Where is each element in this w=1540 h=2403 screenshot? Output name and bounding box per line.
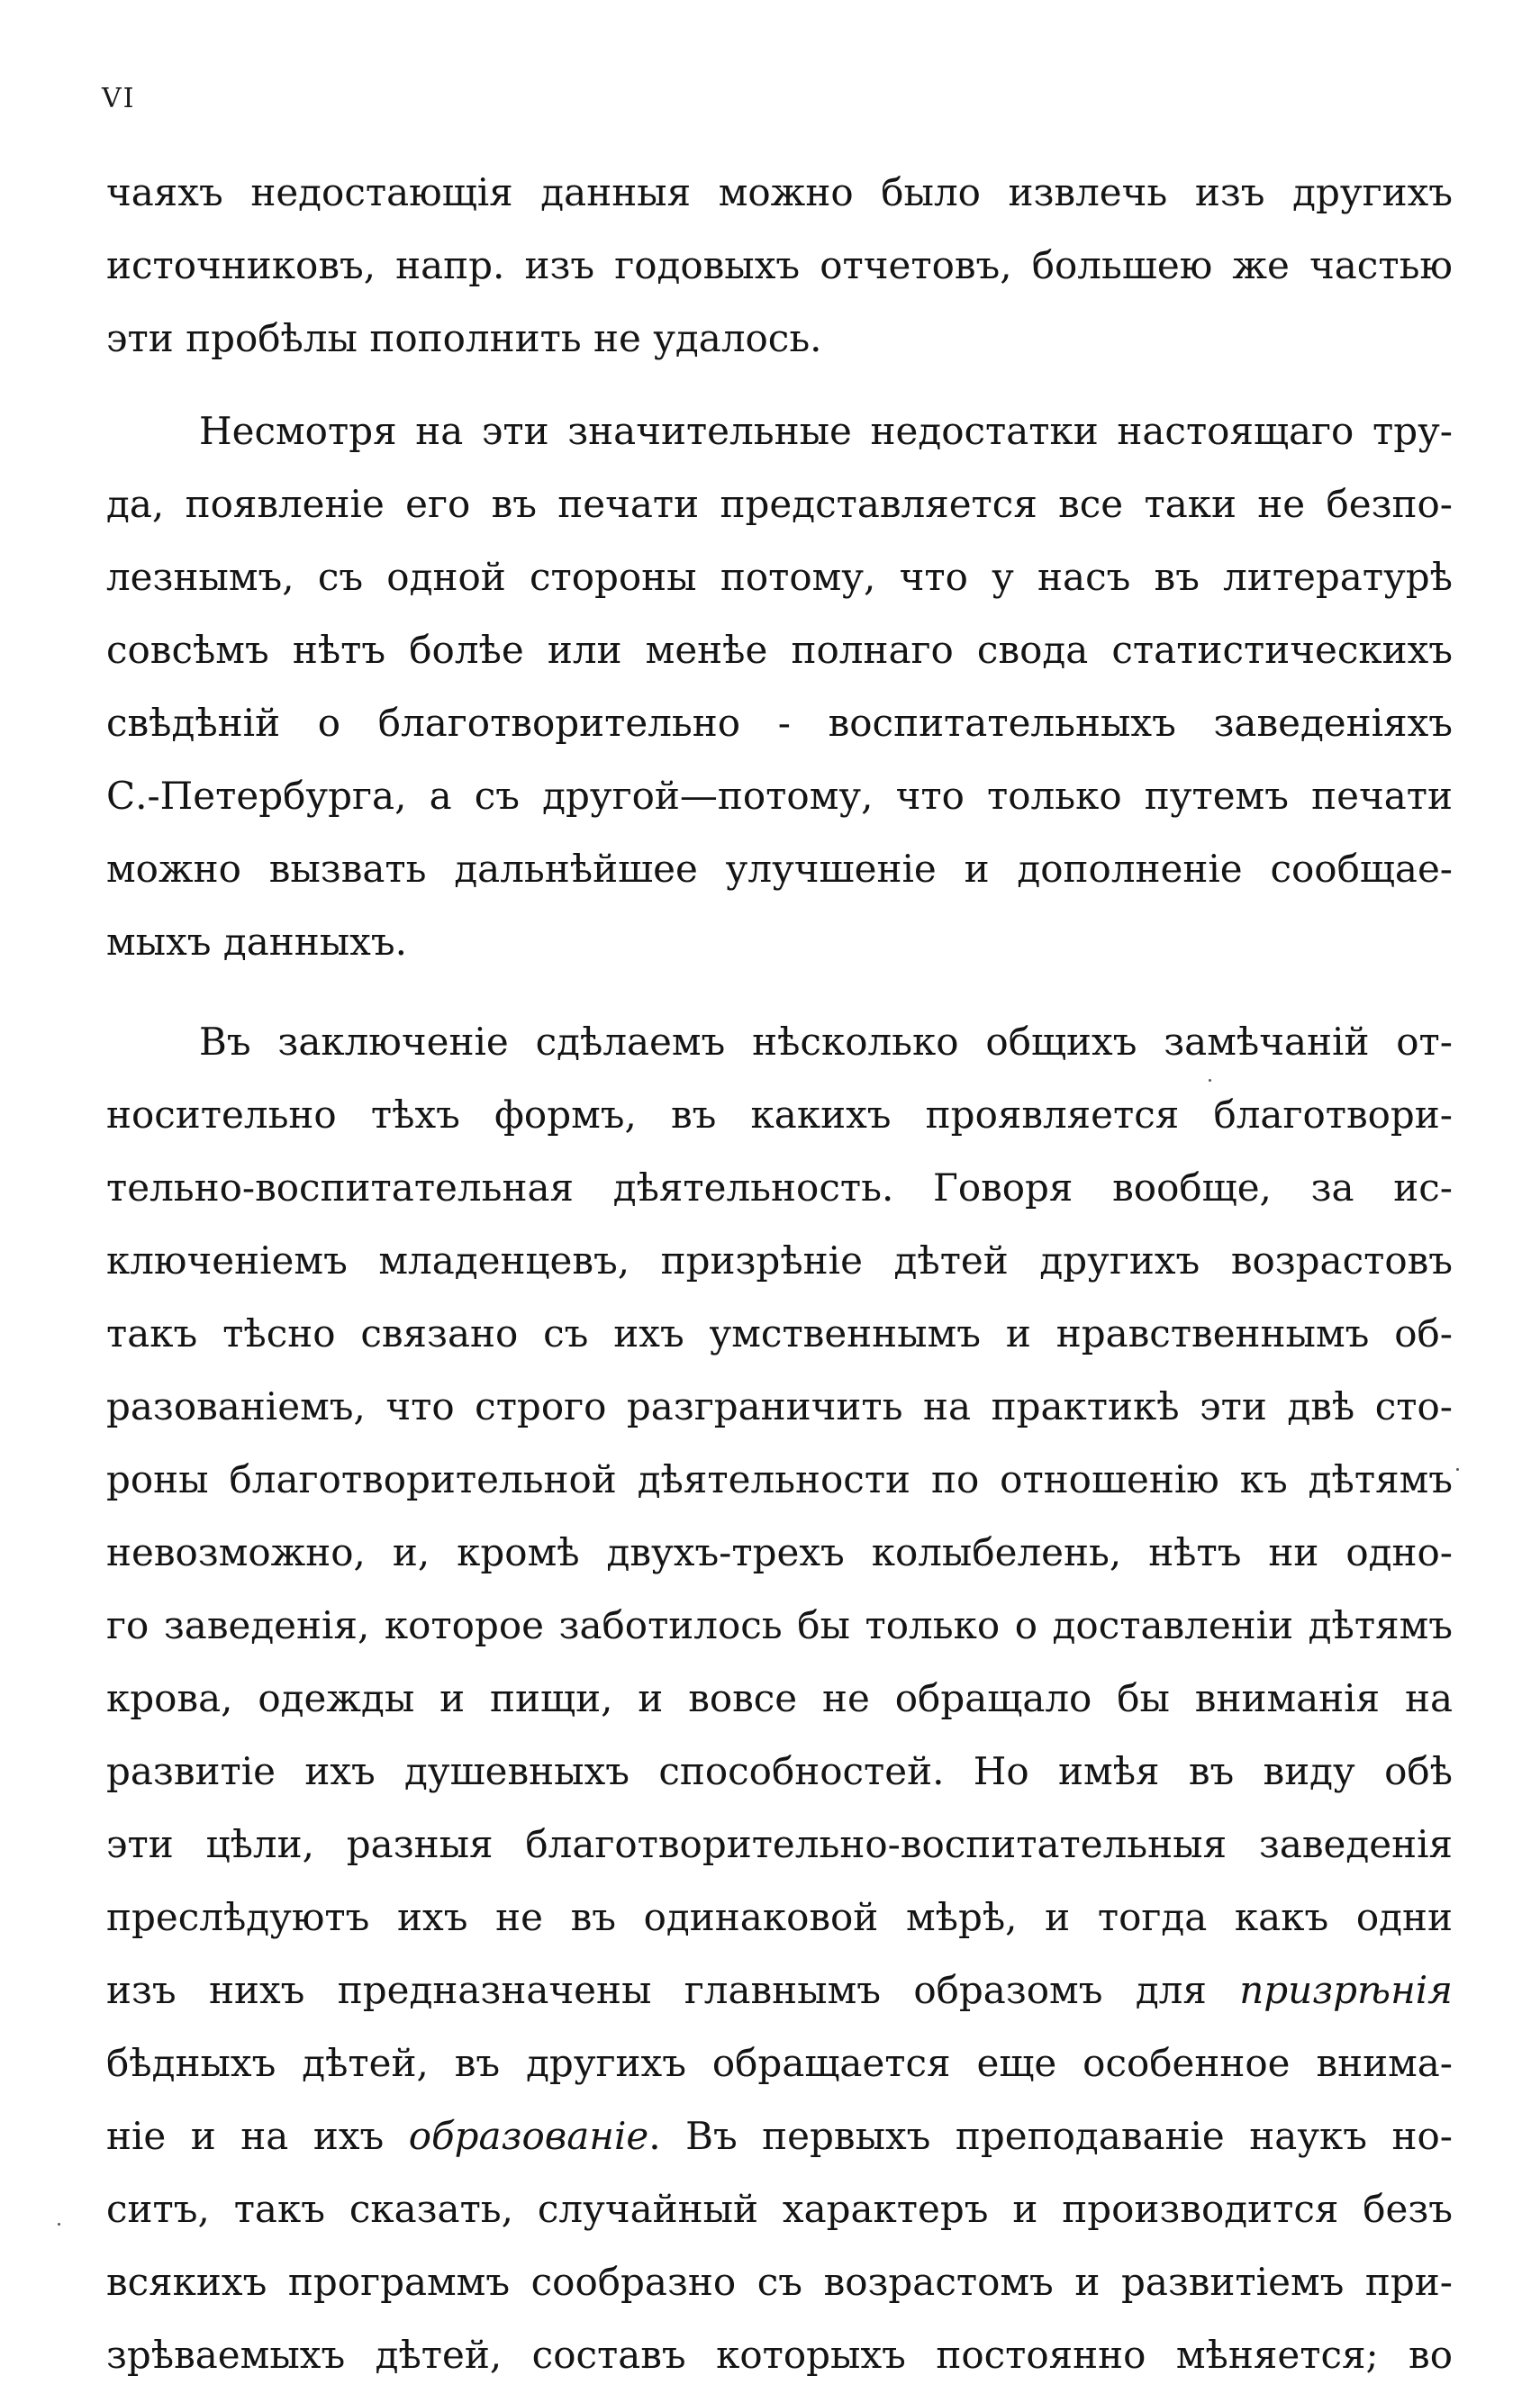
text-line: носительно тѣхъ формъ, въ какихъ проявляется благотвори- xyxy=(106,1093,1453,1137)
text-line: С.-Петербурга, а съ другой—потому, что только путемъ печати xyxy=(106,774,1453,818)
text-line: можно вызвать дальнѣйшее улучшеніе и дополненіе сообщае- xyxy=(106,847,1453,891)
scan-speck xyxy=(58,2223,60,2226)
text-line: ключеніемъ младенцевъ, призрѣніе дѣтей другихъ возрастовъ xyxy=(106,1238,1453,1283)
text-line: развитіе ихъ душевныхъ способностей. Но имѣя въ виду обѣ xyxy=(106,1749,1453,1793)
text-segment: изъ нихъ предназначены главнымъ образомъ для xyxy=(106,1968,1240,2012)
text-line: ситъ, такъ сказать, случайный характеръ и производится безъ xyxy=(106,2187,1453,2231)
text-line: да, появленіе его въ печати представляется все таки не безпо- xyxy=(106,482,1453,526)
text-line: тельно-воспитательная дѣятельность. Говоря вообще, за ис- xyxy=(106,1165,1453,1210)
text-line: эти цѣли, разныя благотворительно-воспитательныя заведенія xyxy=(106,1822,1453,1866)
text-line: разованіемъ, что строго разграничить на практикѣ эти двѣ сто- xyxy=(106,1384,1453,1428)
text-line: мыхъ данныхъ. xyxy=(106,920,407,964)
text-line xyxy=(106,1954,1453,2027)
text-line: крова, одежды и пищи, и вовсе не обращало бы вниманія на xyxy=(106,1676,1453,1720)
text-line: Въ заключеніе сдѣлаемъ нѣсколько общихъ замѣчаній от- xyxy=(199,1020,1453,1064)
text-line: бѣдныхъ дѣтей, въ другихъ обращается еще особенное внима- xyxy=(106,2041,1453,2085)
text-line: свѣдѣній о благотворительно - воспитательныхъ заведеніяхъ xyxy=(106,701,1453,745)
text-line: лезнымъ, съ одной стороны потому, что у насъ въ литературѣ xyxy=(106,555,1453,599)
paragraph-3 xyxy=(106,1005,1453,2391)
text-line: Несмотря на эти значительные недостатки настоящаго тру- xyxy=(199,409,1453,453)
text-line: всякихъ программъ сообразно съ возрастомъ и развитіемъ при- xyxy=(106,2260,1453,2304)
text-line: го заведенія, которое заботилось бы только о доставленіи дѣтямъ xyxy=(106,1603,1453,1647)
text-segment: . Въ первыхъ преподаваніе наукъ но- xyxy=(648,2114,1453,2158)
italic-text: образованіе xyxy=(408,2114,649,2158)
italic-text: призрѣнія xyxy=(1239,1968,1453,2012)
scan-speck xyxy=(1209,1079,1211,1082)
scan-speck xyxy=(1456,1468,1459,1471)
text-segment: ніе и на ихъ xyxy=(106,2114,409,2158)
text-line xyxy=(106,2099,1453,2172)
text-line: преслѣдуютъ ихъ не въ одинаковой мѣрѣ, и тогда какъ одни xyxy=(106,1895,1453,1939)
paragraph-2 xyxy=(106,394,1453,978)
text-line: совсѣмъ нѣтъ болѣе или менѣе полнаго свода статистическихъ xyxy=(106,628,1453,672)
page-number: VI xyxy=(102,83,136,114)
text-line: источниковъ, напр. изъ годовыхъ отчетовъ, большею же частью xyxy=(106,243,1453,287)
text-line: такъ тѣсно связано съ ихъ умственнымъ и нравственнымъ об- xyxy=(106,1311,1453,1356)
text-line: невозможно, и, кромѣ двухъ-трехъ колыбелень, нѣтъ ни одно- xyxy=(106,1530,1453,1574)
text-line: роны благотворительной дѣятельности по отношенію къ дѣтямъ xyxy=(106,1457,1453,1501)
text-line: эти пробѣлы пополнить не удалось. xyxy=(106,316,822,360)
paragraph-1 xyxy=(106,156,1453,375)
text-line: чаяхъ недостающія данныя можно было извлечь изъ другихъ xyxy=(106,170,1453,214)
text-line: зрѣваемыхъ дѣтей, составъ которыхъ постоянно мѣняется; во xyxy=(106,2333,1453,2377)
